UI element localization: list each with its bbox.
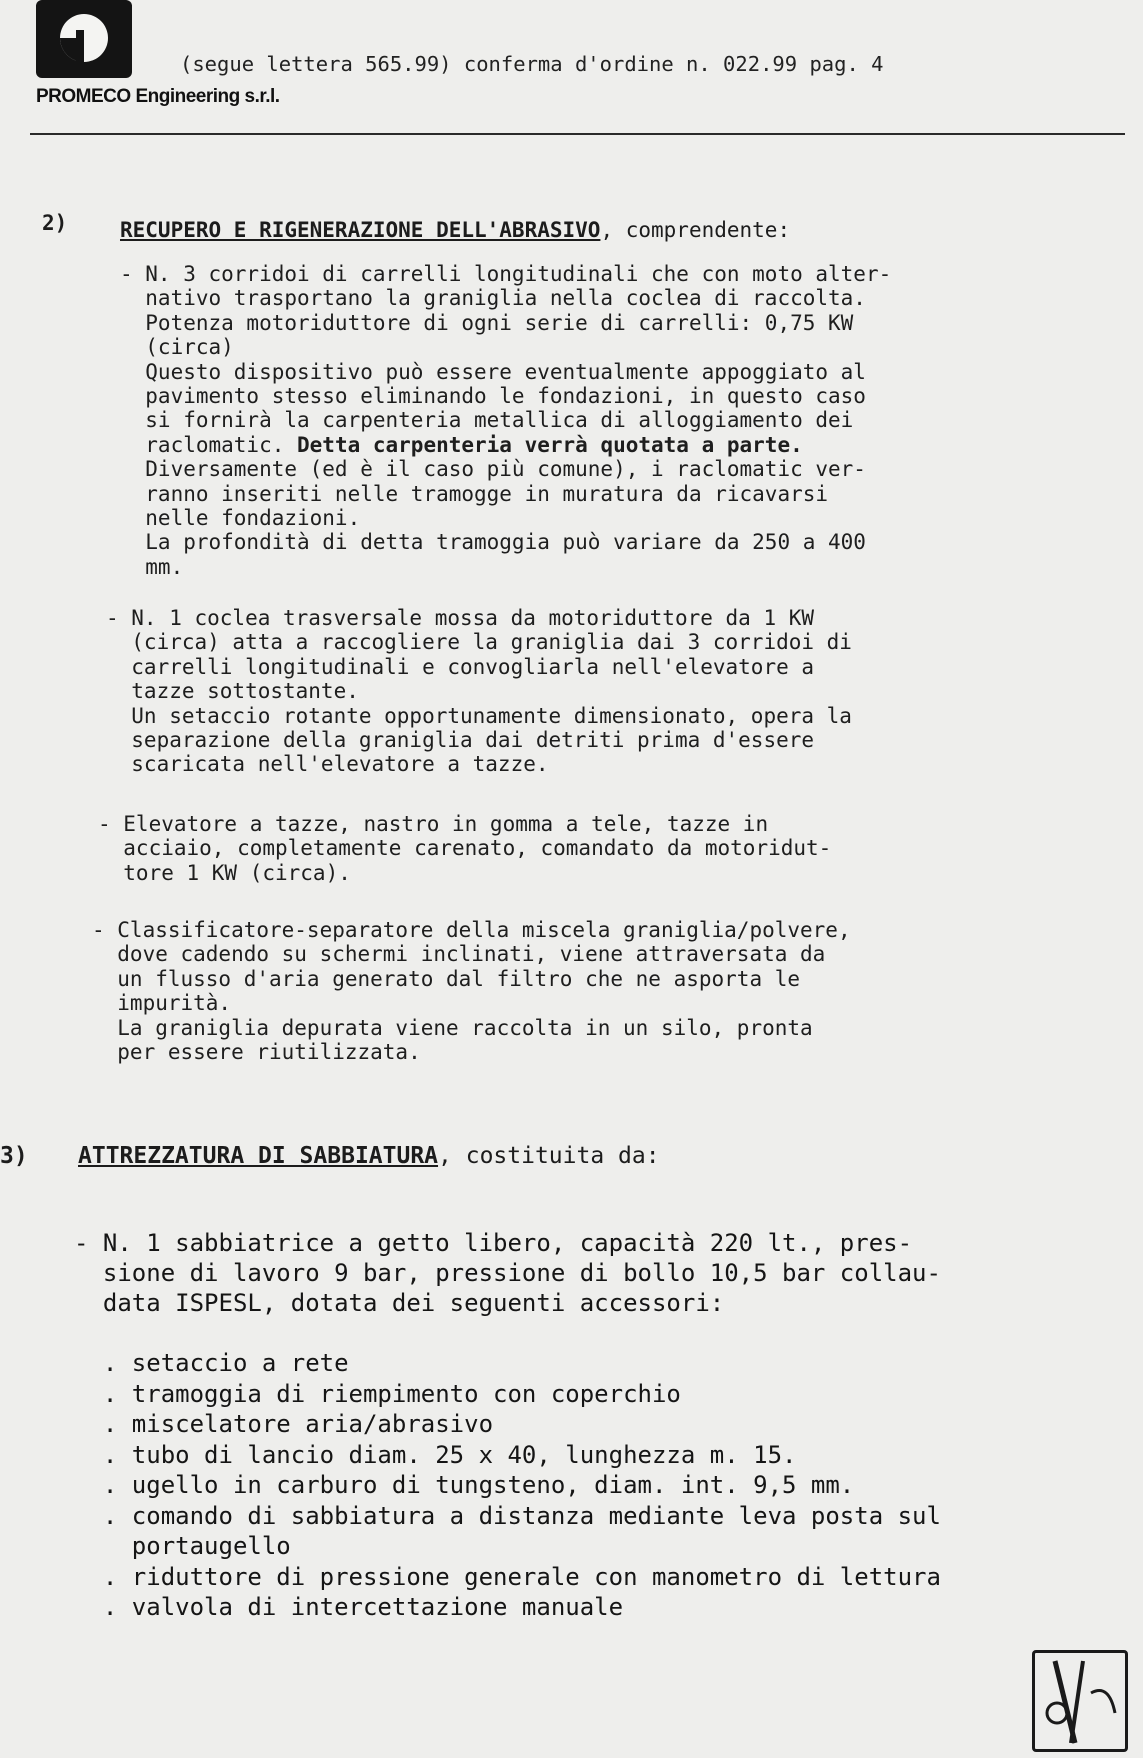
header-divider xyxy=(30,133,1125,135)
item-2-line: - N. 1 coclea trasversale mossa da motoriduttore da 1 KW xyxy=(106,606,815,630)
section-3-accessories xyxy=(74,1348,941,1623)
accessory-item: . riduttore di pressione generale con manometro di lettura xyxy=(74,1562,941,1591)
item-3-line: tore 1 KW (circa). xyxy=(98,860,351,885)
sandblaster-line: - N. 1 sabbiatrice a getto libero, capacità 220 lt., pres- xyxy=(74,1229,913,1257)
item-3-line: - Elevatore a tazze, nastro in gomma a tele, tazze in xyxy=(98,812,769,836)
section-3-title-suffix: , costituita da: xyxy=(438,1143,660,1169)
item-3-line: acciaio, completamente carenato, comandato da motoridut- xyxy=(98,836,832,861)
letter-reference: (segue lettera 565.99) conferma d'ordine n. 022.99 pag. 4 xyxy=(180,52,884,76)
item-4-line: La graniglia depurata viene raccolta in un silo, pronta xyxy=(92,1015,813,1040)
item-1-bold-lead: raclomatic. xyxy=(120,432,298,457)
item-4-line: dove cadendo su schermi inclinati, viene attraversata da xyxy=(92,942,826,967)
sandblaster-line: sione di lavoro 9 bar, pressione di bollo 10,5 bar collau- xyxy=(74,1259,941,1287)
item-4-line: - Classificatore-separatore della miscela graniglia/polvere, xyxy=(92,918,851,942)
sandblaster-line: data ISPESL, dotata dei seguenti accessori: xyxy=(74,1289,725,1317)
item-2-line: (circa) atta a raccogliere la graniglia dai 3 corridoi di xyxy=(106,630,852,655)
item-2-line: separazione della graniglia dai detriti prima d'essere xyxy=(106,728,815,753)
item-1-line: mm. xyxy=(120,554,184,579)
company-logo xyxy=(36,0,132,78)
item-1-line: (circa) xyxy=(120,335,234,360)
accessory-item: . tramoggia di riempimento con coperchio xyxy=(74,1379,681,1408)
item-4-line: impurità. xyxy=(92,991,232,1016)
item-2-line: tazze sottostante. xyxy=(106,679,359,704)
accessory-item: . tubo di lancio diam. 25 x 40, lunghezza m. 15. xyxy=(74,1440,797,1469)
item-1-line: nativo trasportano la graniglia nella coclea di raccolta. xyxy=(120,286,866,311)
item-1-line: si fornirà la carpenteria metallica di alloggiamento dei xyxy=(120,408,854,433)
item-1-line: nelle fondazioni. xyxy=(120,506,361,531)
item-4-line: un flusso d'aria generato dal filtro che ne asporta le xyxy=(92,966,801,991)
section-2-number: 2) xyxy=(42,211,68,235)
item-1-line: ranno inseriti nelle tramogge in muratura da ricavarsi xyxy=(120,481,829,506)
section-2-item-4 xyxy=(92,918,851,1064)
section-3-title: ATTREZZATURA DI SABBIATURA xyxy=(78,1143,439,1169)
section-2-item-3 xyxy=(98,812,831,885)
item-1-line: pavimento stesso eliminando le fondazioni, in questo caso xyxy=(120,384,866,409)
company-name: PROMECO Engineering s.r.l. xyxy=(36,86,280,107)
section-2-title: RECUPERO E RIGENERAZIONE DELL'ABRASIVO xyxy=(120,218,601,242)
item-1-line: - N. 3 corridoi di carrelli longitudinali che con moto alter- xyxy=(120,262,892,286)
item-4-line: per essere riutilizzata. xyxy=(92,1040,421,1065)
section-3-heading xyxy=(78,1143,660,1169)
section-3-sandblaster xyxy=(74,1228,941,1318)
section-2-title-suffix: , comprendente: xyxy=(600,218,791,242)
section-2-heading xyxy=(120,218,790,242)
corner-stamp-icon xyxy=(1032,1650,1128,1752)
item-1-bold-note: Detta carpenteria verrà quotata a parte. xyxy=(297,432,803,457)
item-1-line: Questo dispositivo può essere eventualmente appoggiato al xyxy=(120,359,866,384)
section-2-item-1 xyxy=(120,262,891,579)
section-3-number: 3) xyxy=(0,1143,28,1169)
section-2-item-2 xyxy=(106,606,852,777)
item-2-line: scaricata nell'elevatore a tazze. xyxy=(106,752,549,777)
accessory-item: . ugello in carburo di tungsteno, diam. int. 9,5 mm. xyxy=(74,1471,855,1499)
accessory-item: . comando di sabbiatura a distanza mediante leva posta sul xyxy=(74,1501,941,1530)
accessory-item: portaugello xyxy=(74,1532,291,1560)
item-2-line: Un setaccio rotante opportunamente dimensionato, opera la xyxy=(106,703,852,728)
item-1-line: Potenza motoriduttore di ogni serie di carrelli: 0,75 KW xyxy=(120,310,854,335)
item-1-line: La profondità di detta tramoggia può variare da 250 a 400 xyxy=(120,530,866,555)
accessory-item: . setaccio a rete xyxy=(74,1349,349,1377)
logo-mark xyxy=(36,0,132,78)
accessory-item: . miscelatore aria/abrasivo xyxy=(74,1410,494,1438)
accessory-item: . valvola di intercettazione manuale xyxy=(74,1593,624,1621)
item-1-line: Diversamente (ed è il caso più comune), i raclomatic ver- xyxy=(120,457,866,482)
item-2-line: carrelli longitudinali e convogliarla nell'elevatore a xyxy=(106,654,815,679)
